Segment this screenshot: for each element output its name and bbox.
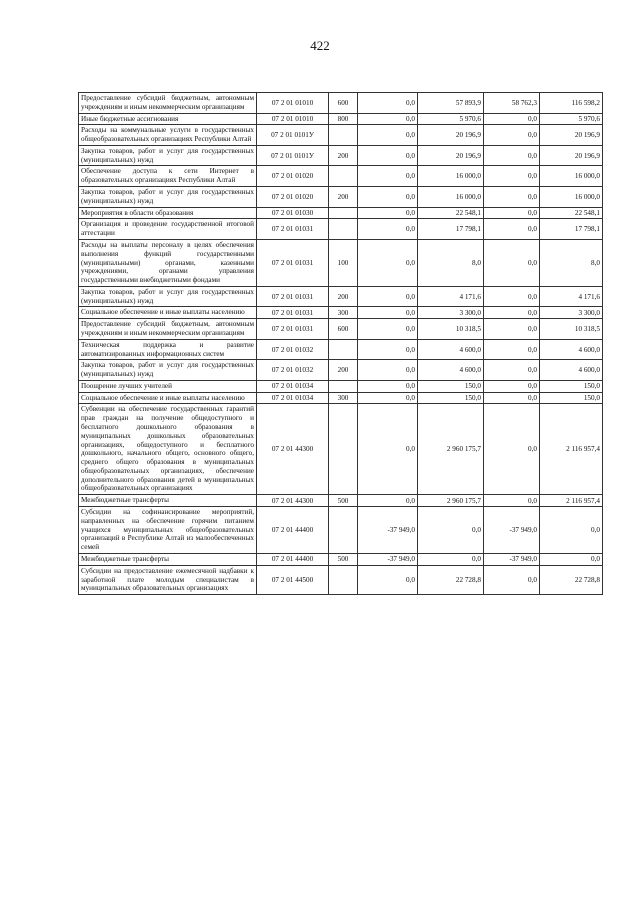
row-value-2-cell: 2 960 175,7 <box>418 404 484 495</box>
row-value-4-cell: 5 970,6 <box>540 113 603 125</box>
row-value-4-cell: 0,0 <box>540 507 603 554</box>
row-value-4-cell: 0,0 <box>540 553 603 565</box>
row-code-cell: 07 2 01 0101У <box>257 125 329 146</box>
row-name-cell: Закупка товаров, работ и услуг для государственных (муниципальных) нужд <box>79 360 257 381</box>
row-value-2-cell: 8,0 <box>418 239 484 286</box>
table-row <box>79 93 603 114</box>
row-value-2-cell: 22 548,1 <box>418 207 484 219</box>
table-body <box>79 93 603 595</box>
row-type-cell <box>329 166 358 187</box>
row-value-1-cell: 0,0 <box>358 495 418 507</box>
row-value-4-cell: 20 196,9 <box>540 125 603 146</box>
table-row <box>79 286 603 307</box>
row-value-1-cell: 0,0 <box>358 360 418 381</box>
row-value-2-cell: 4 600,0 <box>418 360 484 381</box>
row-name-cell: Закупка товаров, работ и услуг для государственных (муниципальных) нужд <box>79 286 257 307</box>
row-value-1-cell: 0,0 <box>358 307 418 319</box>
row-type-cell <box>329 507 358 554</box>
table-row <box>79 507 603 554</box>
row-name-cell: Поощрение лучших учителей <box>79 380 257 392</box>
row-name-cell: Межбюджетные трансферты <box>79 495 257 507</box>
row-value-2-cell: 150,0 <box>418 392 484 404</box>
row-type-cell: 300 <box>329 307 358 319</box>
table-row <box>79 404 603 495</box>
row-type-cell: 600 <box>329 319 358 340</box>
row-value-4-cell: 150,0 <box>540 392 603 404</box>
row-code-cell: 07 2 01 44300 <box>257 404 329 495</box>
row-value-3-cell: 0,0 <box>484 145 540 166</box>
row-value-3-cell: -37 949,0 <box>484 553 540 565</box>
row-value-1-cell: 0,0 <box>358 380 418 392</box>
row-value-4-cell: 4 171,6 <box>540 286 603 307</box>
row-code-cell: 07 2 01 01020 <box>257 166 329 187</box>
row-value-2-cell: 10 318,5 <box>418 319 484 340</box>
row-value-4-cell: 2 116 957,4 <box>540 404 603 495</box>
row-value-3-cell: 0,0 <box>484 392 540 404</box>
row-name-cell: Социальное обеспечение и иные выплаты населению <box>79 307 257 319</box>
row-type-cell: 600 <box>329 93 358 114</box>
row-value-3-cell: 58 762,3 <box>484 93 540 114</box>
row-type-cell <box>329 219 358 240</box>
row-code-cell: 07 2 01 01032 <box>257 339 329 360</box>
row-code-cell: 07 2 01 44300 <box>257 495 329 507</box>
row-name-cell: Обеспечение доступа к сети Интернет в образовательных организациях Республики Алтай <box>79 166 257 187</box>
row-value-4-cell: 116 598,2 <box>540 93 603 114</box>
row-code-cell: 07 2 01 01010 <box>257 93 329 114</box>
row-value-3-cell: -37 949,0 <box>484 507 540 554</box>
row-value-4-cell: 16 000,0 <box>540 166 603 187</box>
table-row <box>79 360 603 381</box>
row-type-cell <box>329 207 358 219</box>
row-value-4-cell: 16 000,0 <box>540 187 603 208</box>
row-value-1-cell: 0,0 <box>358 404 418 495</box>
row-value-1-cell: 0,0 <box>358 219 418 240</box>
row-value-1-cell: 0,0 <box>358 125 418 146</box>
row-value-3-cell: 0,0 <box>484 239 540 286</box>
row-value-4-cell: 10 318,5 <box>540 319 603 340</box>
row-code-cell: 07 2 01 44400 <box>257 553 329 565</box>
row-value-2-cell: 20 196,9 <box>418 145 484 166</box>
row-value-3-cell: 0,0 <box>484 286 540 307</box>
row-name-cell: Субвенции на обеспечение государственных гарантий прав граждан на получение общедоступного и бесплатного дошкольного образования в муниципальных дошкольных образовательных организациях, общедоступного и бесплатного дошкольного, начального общего, основного общего, среднего общего образования в муниципальных общеобразовательных организациях, обеспечение дополнительного образования детей в муниципальных общеобразовательных организациях <box>79 404 257 495</box>
row-type-cell <box>329 339 358 360</box>
row-value-2-cell: 16 000,0 <box>418 166 484 187</box>
row-code-cell: 07 2 01 01010 <box>257 113 329 125</box>
row-value-3-cell: 0,0 <box>484 565 540 594</box>
row-value-2-cell: 0,0 <box>418 553 484 565</box>
table-row <box>79 565 603 594</box>
row-value-1-cell: -37 949,0 <box>358 507 418 554</box>
table-row <box>79 553 603 565</box>
row-type-cell: 800 <box>329 113 358 125</box>
row-type-cell: 200 <box>329 145 358 166</box>
table-row <box>79 339 603 360</box>
row-value-3-cell: 0,0 <box>484 339 540 360</box>
row-name-cell: Субсидии на предоставление ежемесячной надбавки к заработной плате молодым специалистам в муниципальных образовательных организациях <box>79 565 257 594</box>
table-row <box>79 319 603 340</box>
row-type-cell: 500 <box>329 495 358 507</box>
row-value-2-cell: 17 798,1 <box>418 219 484 240</box>
row-value-4-cell: 17 798,1 <box>540 219 603 240</box>
row-name-cell: Субсидии на софинансирование мероприятий, направленных на обеспечение горячим питанием учащихся муниципальных общеобразовательных организаций в Республике Алтай из малообеспеченных семей <box>79 507 257 554</box>
row-value-3-cell: 0,0 <box>484 187 540 208</box>
table-row <box>79 307 603 319</box>
row-value-1-cell: 0,0 <box>358 187 418 208</box>
row-type-cell <box>329 404 358 495</box>
row-name-cell: Расходы на выплаты персоналу в целях обеспечения выполнения функций государственными (муниципальными) органами, казенными учреждениями, органами управления государственными внебюджетными фондами <box>79 239 257 286</box>
row-value-1-cell: 0,0 <box>358 145 418 166</box>
row-value-2-cell: 4 600,0 <box>418 339 484 360</box>
row-value-4-cell: 3 300,0 <box>540 307 603 319</box>
table-row <box>79 219 603 240</box>
row-name-cell: Мероприятия в области образования <box>79 207 257 219</box>
row-value-3-cell: 0,0 <box>484 125 540 146</box>
budget-table <box>78 92 603 595</box>
table-row <box>79 166 603 187</box>
row-type-cell: 200 <box>329 360 358 381</box>
row-value-3-cell: 0,0 <box>484 319 540 340</box>
row-value-4-cell: 4 600,0 <box>540 339 603 360</box>
table-row <box>79 113 603 125</box>
row-code-cell: 07 2 01 01031 <box>257 239 329 286</box>
row-value-4-cell: 2 116 957,4 <box>540 495 603 507</box>
row-value-3-cell: 0,0 <box>484 207 540 219</box>
row-value-2-cell: 5 970,6 <box>418 113 484 125</box>
row-value-2-cell: 4 171,6 <box>418 286 484 307</box>
table-row <box>79 495 603 507</box>
table-row <box>79 207 603 219</box>
row-name-cell: Социальное обеспечение и иные выплаты населению <box>79 392 257 404</box>
row-code-cell: 07 2 01 44500 <box>257 565 329 594</box>
row-code-cell: 07 2 01 01032 <box>257 360 329 381</box>
row-value-2-cell: 3 300,0 <box>418 307 484 319</box>
row-value-1-cell: 0,0 <box>358 565 418 594</box>
row-type-cell: 200 <box>329 187 358 208</box>
row-value-4-cell: 8,0 <box>540 239 603 286</box>
row-value-1-cell: 0,0 <box>358 239 418 286</box>
row-name-cell: Техническая поддержка и развитие автоматизированных информационных систем <box>79 339 257 360</box>
row-value-1-cell: 0,0 <box>358 93 418 114</box>
row-value-1-cell: 0,0 <box>358 207 418 219</box>
row-value-1-cell: 0,0 <box>358 392 418 404</box>
row-name-cell: Организация и проведение государственной итоговой аттестации <box>79 219 257 240</box>
row-code-cell: 07 2 01 0101У <box>257 145 329 166</box>
row-name-cell: Межбюджетные трансферты <box>79 553 257 565</box>
row-type-cell <box>329 125 358 146</box>
row-code-cell: 07 2 01 01031 <box>257 219 329 240</box>
row-name-cell: Закупка товаров, работ и услуг для государственных (муниципальных) нужд <box>79 187 257 208</box>
row-value-4-cell: 4 600,0 <box>540 360 603 381</box>
row-value-2-cell: 2 960 175,7 <box>418 495 484 507</box>
row-value-1-cell: 0,0 <box>358 113 418 125</box>
row-value-4-cell: 22 728,8 <box>540 565 603 594</box>
row-value-3-cell: 0,0 <box>484 495 540 507</box>
row-value-2-cell: 16 000,0 <box>418 187 484 208</box>
row-value-1-cell: 0,0 <box>358 319 418 340</box>
row-value-2-cell: 57 893,9 <box>418 93 484 114</box>
row-value-3-cell: 0,0 <box>484 219 540 240</box>
table-row <box>79 380 603 392</box>
table-row <box>79 145 603 166</box>
row-value-4-cell: 20 196,9 <box>540 145 603 166</box>
row-type-cell: 100 <box>329 239 358 286</box>
row-name-cell: Закупка товаров, работ и услуг для государственных (муниципальных) нужд <box>79 145 257 166</box>
row-value-4-cell: 22 548,1 <box>540 207 603 219</box>
row-value-3-cell: 0,0 <box>484 166 540 187</box>
row-value-4-cell: 150,0 <box>540 380 603 392</box>
row-code-cell: 07 2 01 01034 <box>257 380 329 392</box>
row-type-cell: 300 <box>329 392 358 404</box>
row-name-cell: Иные бюджетные ассигнования <box>79 113 257 125</box>
row-value-3-cell: 0,0 <box>484 404 540 495</box>
table-row <box>79 187 603 208</box>
row-value-1-cell: 0,0 <box>358 339 418 360</box>
row-value-3-cell: 0,0 <box>484 113 540 125</box>
row-type-cell <box>329 380 358 392</box>
page-number: 422 <box>310 38 330 53</box>
table-row <box>79 239 603 286</box>
row-name-cell: Предоставление субсидий бюджетным, автономным учреждениям и иным некоммерческим организациям <box>79 319 257 340</box>
row-type-cell <box>329 565 358 594</box>
table-row <box>79 125 603 146</box>
row-type-cell: 500 <box>329 553 358 565</box>
row-value-3-cell: 0,0 <box>484 360 540 381</box>
row-value-2-cell: 0,0 <box>418 507 484 554</box>
row-code-cell: 07 2 01 01031 <box>257 319 329 340</box>
row-code-cell: 07 2 01 01020 <box>257 187 329 208</box>
row-name-cell: Расходы на коммунальные услуги в государственных общеобразовательных организациях Республики Алтай <box>79 125 257 146</box>
row-value-2-cell: 150,0 <box>418 380 484 392</box>
table-row <box>79 392 603 404</box>
row-value-2-cell: 22 728,8 <box>418 565 484 594</box>
row-code-cell: 07 2 01 01034 <box>257 392 329 404</box>
row-code-cell: 07 2 01 01030 <box>257 207 329 219</box>
row-code-cell: 07 2 01 01031 <box>257 286 329 307</box>
row-value-3-cell: 0,0 <box>484 307 540 319</box>
row-value-2-cell: 20 196,9 <box>418 125 484 146</box>
row-value-1-cell: -37 949,0 <box>358 553 418 565</box>
row-value-1-cell: 0,0 <box>358 286 418 307</box>
row-code-cell: 07 2 01 44400 <box>257 507 329 554</box>
row-value-1-cell: 0,0 <box>358 166 418 187</box>
row-code-cell: 07 2 01 01031 <box>257 307 329 319</box>
row-value-3-cell: 0,0 <box>484 380 540 392</box>
row-type-cell: 200 <box>329 286 358 307</box>
row-name-cell: Предоставление субсидий бюджетным, автономным учреждениям и иным некоммерческим организациям <box>79 93 257 114</box>
